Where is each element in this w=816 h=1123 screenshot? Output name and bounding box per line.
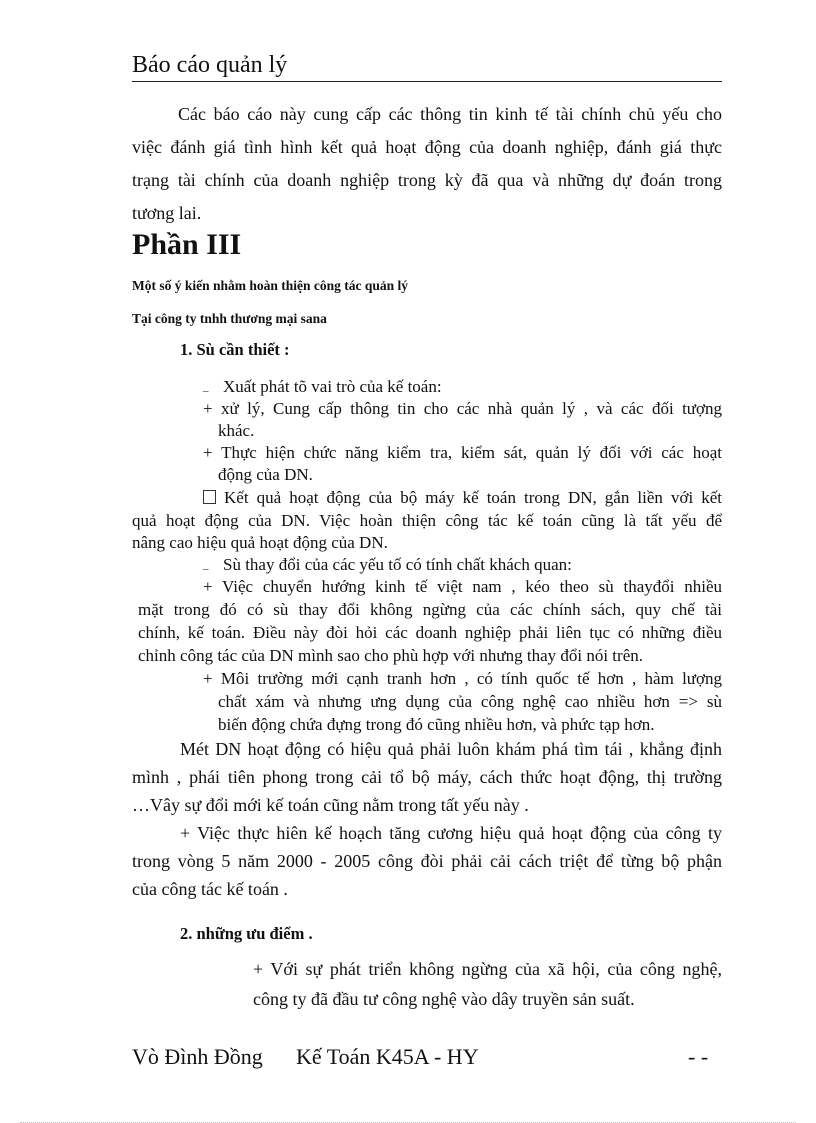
footer-page-marker: - - xyxy=(688,1044,709,1069)
text-line: động của DN. xyxy=(218,465,313,484)
text-line: biến động chứa đựng trong đó cũng nhiều hơn, và phức tạp hơn. xyxy=(218,715,655,734)
text-line: Mét DN hoạt động có hiệu quả phải luôn khám phá tìm tái , khẳng định xyxy=(180,739,722,759)
text-line: chính, kế toán. Điều này đòi hỏi các doanh nghiệp phải liên tục có những điều xyxy=(138,623,722,642)
intro-line: trạng tài chính của doanh nghiệp trong kỳ đã qua và những dự đoán trong xyxy=(132,170,722,190)
intro-line: việc đánh giá tình hình kết quả hoạt động của doanh nghiệp, đánh giá thực xyxy=(132,137,722,157)
bullet-line xyxy=(203,376,442,398)
bullet-line xyxy=(203,554,572,576)
dash-bullet-icon: _ xyxy=(203,559,209,571)
text-line: trong vòng 5 năm 2000 - 2005 công đòi phải cải cách triệt để từng bộ phận xyxy=(132,851,722,871)
text-line: chất xám và nhưng ưng dụng của công nghệ cao nhiều hơn => sù xyxy=(218,692,722,711)
part-subtitle: Tại công ty tnhh thương mại sana xyxy=(132,311,327,326)
text-line: quả hoạt động của DN. Việc hoàn thiện công tác kế toán cũng là tất yếu để xyxy=(132,511,722,530)
checkbox-bullet-icon xyxy=(203,490,216,504)
text-line: Sù thay đổi của các yếu tố có tính chất khách quan: xyxy=(223,555,572,574)
part-title: Phần III xyxy=(132,228,242,261)
footer-class: Kế Toán K45A - HY xyxy=(296,1044,479,1069)
text-line: + Với sự phát triển không ngừng của xã hội, của công nghệ, xyxy=(253,959,722,979)
bullet-line xyxy=(203,487,722,509)
header-divider xyxy=(132,81,722,82)
text-line: + xử lý, Cung cấp thông tin cho các nhà quản lý , và các đối tượng xyxy=(203,399,722,418)
text-line: mình , phái tiên phong trong cải tổ bộ máy, cách thức hoạt động, thị trường xyxy=(132,767,722,787)
intro-line: Các báo cáo này cung cấp các thông tin kinh tế tài chính chủ yếu cho xyxy=(178,104,722,124)
text-line: Kết quả hoạt động của bộ máy kế toán trong DN, gắn liền với kết xyxy=(224,488,722,507)
document-header-title: Báo cáo quản lý xyxy=(132,52,288,78)
footer-author: Vò Đình Đồng xyxy=(132,1044,263,1069)
text-line: + Môi trường mới cạnh tranh hơn , có tính quốc tế hơn , hàm lượng xyxy=(203,669,722,688)
text-line: mặt trong đó có sù thay đổi không ngừng của các chính sách, quy chế tài xyxy=(138,600,722,619)
intro-line: tương lai. xyxy=(132,203,202,223)
dash-bullet-icon: _ xyxy=(203,381,209,393)
section-heading: 1. Sù cần thiết : xyxy=(180,340,290,359)
text-line: …Vây sự đổi mới kế toán cũng nằm trong tất yếu này . xyxy=(132,795,529,815)
text-line: công ty đã đầu tư công nghệ vào dây truyền sản suất. xyxy=(253,989,635,1009)
text-line: chỉnh công tác của DN mình sao cho phù hợp với nhưng thay đổi nói trên. xyxy=(138,646,643,665)
text-line: + Việc thực hiên kế hoạch tăng cương hiệu quả hoạt động của công ty xyxy=(180,823,722,843)
text-line: + Thực hiện chức năng kiểm tra, kiểm sát, quản lý đối với các hoạt xyxy=(203,443,722,462)
text-line: khác. xyxy=(218,421,255,440)
text-line: của công tác kế toán . xyxy=(132,879,288,899)
section-heading: 2. những ưu điểm . xyxy=(180,924,313,943)
text-line: Xuất phát tõ vai trò của kế toán: xyxy=(223,377,442,396)
text-line: nâng cao hiệu quả hoạt động của DN. xyxy=(132,533,388,552)
part-subtitle: Một số ý kiến nhằm hoàn thiện công tác quản lý xyxy=(132,278,409,293)
text-line: + Việc chuyển hướng kinh tế việt nam , kéo theo sù thayđổi nhiều xyxy=(203,577,722,596)
